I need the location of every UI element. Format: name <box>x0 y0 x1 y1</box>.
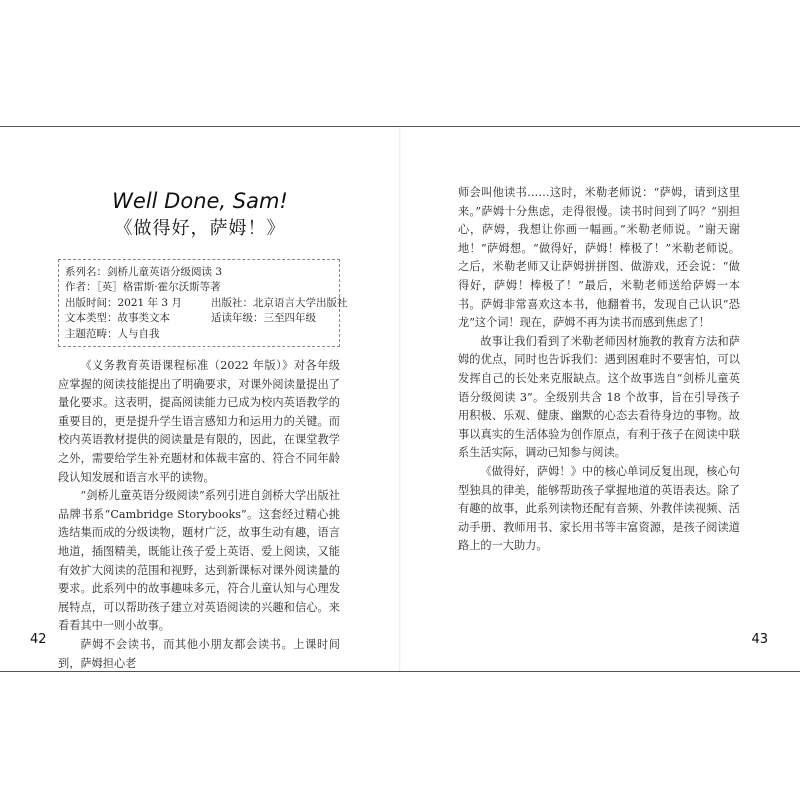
info-row-date-publisher <box>65 296 348 311</box>
book-spread <box>0 126 800 672</box>
paragraph: 萨姆不会读书，而其他小朋友都会读书。上课时间到，萨姆担心老 <box>58 637 340 670</box>
title-english: Well Done, Sam! <box>112 189 288 213</box>
book-info-box <box>58 259 348 347</box>
page-number-left: 42 <box>30 632 47 647</box>
info-publish-date: 出版时间：2021 年 3 月 <box>65 297 182 309</box>
page-number-right: 43 <box>751 632 768 647</box>
left-body-text <box>58 357 340 673</box>
left-page <box>0 127 400 671</box>
paragraph-continued: 师会叫他读书……这时，米勒老师说：“萨姆，请到这里来。”萨姆十分焦虑，走得很慢。读书时间到了吗？“别担心，萨姆，我想让你画一幅画。”米勒老师说。“谢天谢地！”萨姆想。“做得好，萨姆！棒极了！”米勒老师说。之后，米勒老师又让萨姆拼拼图、做游戏，还会说：“做得好，萨姆！棒极了！”最后，米勒老师送给萨姆一本书。萨姆非常喜欢这本书，他翻着书，发现自己认识“恐龙”这个词！现在，萨姆不再为读书而感到焦虑了！ <box>458 186 740 330</box>
title-chinese: 《做得好，萨姆！》 <box>114 218 286 239</box>
paragraph: 《义务教育英语课程标准（2022 年版）》对各年级应掌握的阅读技能提出了明确要求，对课外阅读量提出了量化要求。这表明，提高阅读能力已成为校内英语教学的重要目的，更是提升学生语言感知力和运用力的关键。而校内英语教材提供的阅读量是有限的，因此，在课堂教学之外，需要给学生补充题材和体裁丰富的、符合不同年龄段认知发展和语言水平的读物。 <box>58 359 340 484</box>
info-theme: 主题范畴：人与自我 <box>65 328 160 340</box>
info-row-type-grade <box>65 311 316 326</box>
info-publisher: 出版社：北京语言大学出版社 <box>211 297 348 309</box>
paragraph: 故事让我们看到了米勒老师因材施教的教育方法和萨姆的优点，同时也告诉我们：遇到困难时不要害怕，可以发挥自己的长处来克服缺点。这个故事选自“剑桥儿童英语分级阅读 3”。全级别共含 18 个故事，旨在引导孩子用积极、乐观、健康、幽默的心态去看待身边的事物。故事以真实的生活体验为创作原点，有利于孩子在阅读中联系生活实际，调动已知参与阅读。 <box>458 334 740 460</box>
info-series: 系列名：剑桥儿童英语分级阅读 3 <box>65 266 223 278</box>
right-page <box>400 127 800 671</box>
info-grade: 适读年级：三至四年级 <box>211 312 316 324</box>
right-body-text <box>458 184 740 556</box>
info-text-type: 文本类型：故事类文本 <box>65 312 170 324</box>
paragraph: “剑桥儿童英语分级阅读”系列引进自剑桥大学出版社品牌书系“Cambridge Storybooks”。这套经过精心挑选结集而成的分级读物，题材广泛，故事生动有趣，语言地道，插图精美，既能让孩子爱上英语、爱上阅读，又能有效扩大阅读的范围和视野，达到新课标对课外阅读量的要求。此系列中的故事趣味多元，符合儿童认知与心理发展特点，可以帮助孩子建立对英语阅读的兴趣和信心。来看看其中一则小故事。 <box>58 489 340 633</box>
paragraph: 《做得好，萨姆！》中的核心单词反复出现，核心句型独具的律美，能够帮助孩子掌握地道的英语表达。除了有趣的故事，此系列读物还配有音频、外教伴读视频、活动手册、教师用书、家长用书等丰富资源，是孩子阅读道路上的一大助力。 <box>458 464 740 553</box>
info-author: 作者：［英］格雷斯·霍尔沃斯等著 <box>65 281 221 293</box>
